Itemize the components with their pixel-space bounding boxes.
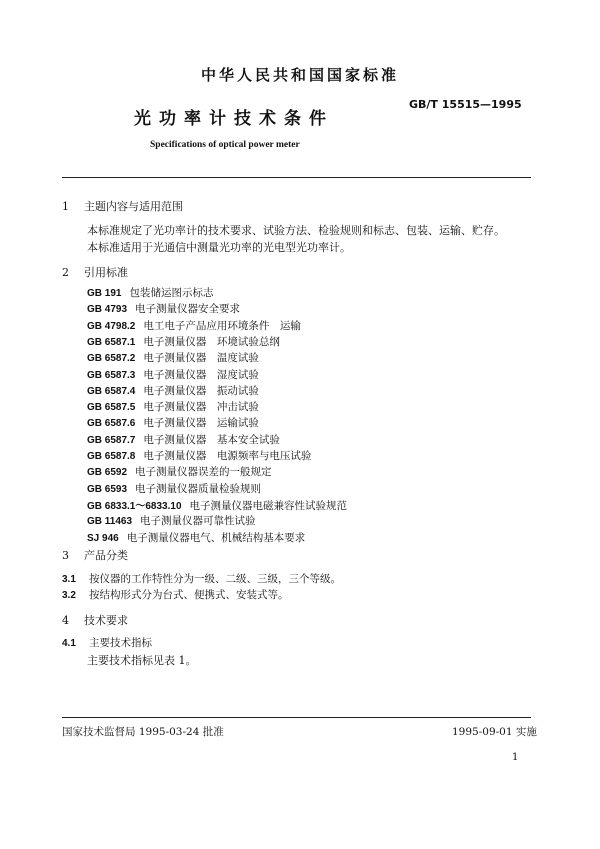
reference-item xyxy=(87,497,347,513)
section-1-title: 主题内容与适用范围 xyxy=(84,200,183,213)
reference-title: 电子测量仪器 温度试验 xyxy=(143,352,259,365)
section-1-heading xyxy=(62,198,183,214)
section-4-title: 技术要求 xyxy=(84,614,128,627)
reference-code: GB 6587.2 xyxy=(87,353,136,365)
reference-code: GB 6587.6 xyxy=(87,418,136,430)
reference-title: 电子测量仪器 湿度试验 xyxy=(143,368,259,381)
reference-item xyxy=(87,415,259,430)
reference-item xyxy=(87,513,256,528)
reference-code: GB 6587.1 xyxy=(87,336,136,348)
reference-item xyxy=(87,530,305,545)
footer-rule xyxy=(62,717,531,718)
reference-code: GB 6587.8 xyxy=(87,451,136,462)
reference-code: GB 191 xyxy=(87,288,122,299)
clause-text: 按仪器的工作特性分为一级、二级、三级，三个等级。 xyxy=(89,573,341,585)
clause-4-1 xyxy=(62,635,152,650)
reference-title: 电工电子产品应用环境条件 运输 xyxy=(143,319,301,332)
reference-title: 电子测量仪器 电源频率与电压试验 xyxy=(143,450,312,462)
reference-title: 电子测量仪器误差的一般规定 xyxy=(135,466,272,479)
reference-item xyxy=(87,399,259,414)
clause-text: 按结构形式分为台式、便携式、安装式等。 xyxy=(89,589,289,601)
reference-code: GB 4798.2 xyxy=(87,320,136,332)
reference-item xyxy=(87,432,280,447)
reference-code: GB 6587.5 xyxy=(87,402,136,414)
reference-code: GB 6592 xyxy=(87,467,128,479)
reference-item xyxy=(87,464,272,479)
reference-code: GB 6587.7 xyxy=(87,434,136,446)
implementation-date: 1995-09-01 实施 xyxy=(452,726,537,738)
section-2-heading xyxy=(62,264,128,280)
reference-item xyxy=(87,350,259,365)
clause-number: 3.1 xyxy=(62,574,76,585)
reference-title: 电子测量仪器电气、机械结构基本要求 xyxy=(126,531,306,544)
section-2-number: 2 xyxy=(62,266,69,279)
reference-item xyxy=(87,334,280,349)
reference-title: 电子测量仪器 冲击试验 xyxy=(143,401,259,414)
clause-3-2 xyxy=(62,587,289,602)
reference-title: 电子测量仪器可靠性试验 xyxy=(140,515,256,528)
reference-code: GB 6593 xyxy=(87,483,128,495)
section-3-number: 3 xyxy=(62,549,69,562)
reference-title: 电子测量仪器 基本安全试验 xyxy=(143,433,280,446)
clause-3-1 xyxy=(62,571,341,586)
section-2-title: 引用标准 xyxy=(84,266,128,279)
reference-code: GB 6833.1～6833.10 xyxy=(87,500,182,512)
reference-title: 电子测量仪器安全要求 xyxy=(135,303,241,316)
reference-item xyxy=(87,285,213,300)
approval-date: 国家技术监督局 1995-03-24 批准 xyxy=(62,726,224,738)
section-3-heading xyxy=(62,547,128,563)
header-rule xyxy=(62,177,531,178)
reference-item xyxy=(87,318,301,333)
standard-code: GB/T 15515—1995 xyxy=(409,98,522,111)
english-title: Specifications of optical power meter xyxy=(150,140,300,150)
reference-code: SJ 946 xyxy=(87,532,119,544)
section-4-number: 4 xyxy=(62,614,69,627)
section-4-heading xyxy=(62,612,128,628)
section-1-paragraph: 本标准适用于光通信中测量光功率的光电型光功率计。 xyxy=(87,241,351,254)
reference-title: 电子测量仪器 环境试验总纲 xyxy=(143,335,280,348)
reference-title: 电子测量仪器 运输试验 xyxy=(143,417,259,430)
section-3-title: 产品分类 xyxy=(84,549,128,562)
page-number: 1 xyxy=(512,752,519,763)
reference-item xyxy=(87,481,261,496)
reference-item xyxy=(87,301,240,316)
clause-text: 主要技术指标 xyxy=(89,637,152,649)
reference-title: 电子测量仪器 振动试验 xyxy=(143,384,259,397)
reference-item xyxy=(87,448,311,463)
standard-title: 中华人民共和国国家标准 xyxy=(200,66,399,84)
reference-title: 包装储运图示标志 xyxy=(129,287,214,299)
reference-title: 电子测量仪器质量检验规则 xyxy=(135,482,262,495)
reference-item xyxy=(87,383,259,398)
reference-item xyxy=(87,367,259,382)
reference-code: GB 6587.4 xyxy=(87,385,136,397)
reference-code: GB 4793 xyxy=(87,304,128,316)
section-1-paragraph: 本标准规定了光功率计的技术要求、试验方法、检验规则和标志、包装、运输、贮存。 xyxy=(87,224,505,237)
reference-title: 电子测量仪器电磁兼容性试验规范 xyxy=(189,499,348,512)
clause-number: 4.1 xyxy=(62,638,76,649)
section-1-number: 1 xyxy=(62,200,69,213)
reference-code: GB 6587.3 xyxy=(87,369,136,381)
reference-code: GB 11463 xyxy=(87,516,133,528)
section-4-note: 主要技术指标见表 1。 xyxy=(87,654,197,667)
document-title: 光功率计技术条件 xyxy=(134,109,334,129)
clause-number: 3.2 xyxy=(62,590,76,601)
